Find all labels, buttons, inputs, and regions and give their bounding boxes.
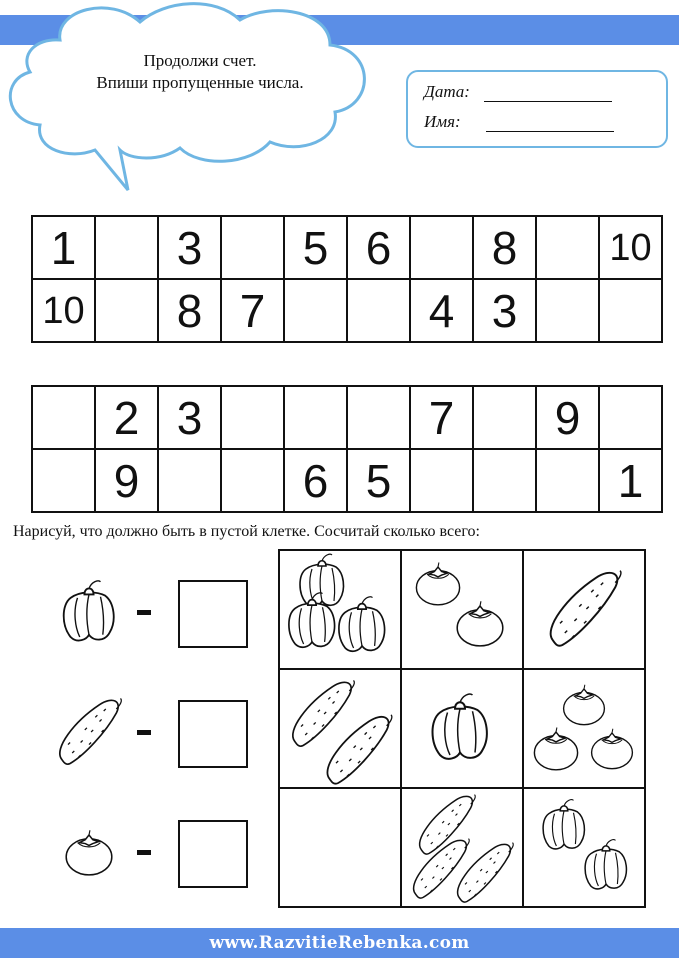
grid1-cell[interactable] xyxy=(536,216,599,279)
grid2-cell[interactable] xyxy=(284,449,347,512)
grid1-cell[interactable] xyxy=(347,216,410,279)
grid1-cell-value: 4 xyxy=(428,284,455,337)
grid1-cell[interactable] xyxy=(221,216,284,279)
date-field[interactable] xyxy=(424,82,612,102)
picture-cell[interactable] xyxy=(523,788,645,907)
picture-cell[interactable] xyxy=(401,788,523,907)
grid2-cell[interactable] xyxy=(221,386,284,449)
grid2-cell[interactable] xyxy=(410,449,473,512)
name-label: Имя: xyxy=(424,112,461,131)
legend-cucumber xyxy=(45,692,255,772)
grid1-cell-value: 10 xyxy=(42,289,85,332)
grid1-cell-value: 3 xyxy=(176,221,203,274)
tomato-group-icon xyxy=(402,551,522,668)
grid1-cell[interactable] xyxy=(32,279,95,342)
dash xyxy=(137,850,151,855)
grid1-cell[interactable] xyxy=(32,216,95,279)
grid2-cell[interactable] xyxy=(473,386,536,449)
grid2-cell[interactable] xyxy=(599,449,662,512)
grid1-cell-value: 6 xyxy=(365,221,392,274)
grid2-cell-value: 9 xyxy=(554,391,581,444)
cucumber-count-box[interactable] xyxy=(178,700,248,768)
picture-cell[interactable] xyxy=(279,669,401,788)
grid2-cell[interactable] xyxy=(410,386,473,449)
pepper-count-box[interactable] xyxy=(178,580,248,648)
grid2-cell-value: 6 xyxy=(302,454,329,507)
grid1-row-descending xyxy=(32,279,662,342)
pepper-group-icon xyxy=(524,789,644,906)
empty-picture-cell[interactable] xyxy=(279,788,401,907)
grid2-cell[interactable] xyxy=(536,449,599,512)
info-box xyxy=(406,70,668,148)
cucumber-group-icon xyxy=(402,789,522,906)
grid2-cell-value: 5 xyxy=(365,454,392,507)
grid2-cell-value: 9 xyxy=(113,454,140,507)
grid1-row-ascending xyxy=(32,216,662,279)
grid1-cell[interactable] xyxy=(410,216,473,279)
footer-url[interactable]: www.RazvitieRebenka.com xyxy=(209,933,470,953)
task-title xyxy=(40,50,360,94)
footer-banner xyxy=(0,928,679,958)
grid2-cell[interactable] xyxy=(95,449,158,512)
grid2-row-descending xyxy=(32,449,662,512)
date-label: Дата: xyxy=(424,82,470,101)
pepper-group-icon xyxy=(402,670,522,787)
picture-cell[interactable] xyxy=(523,550,645,669)
grid1-cell[interactable] xyxy=(221,279,284,342)
grid2-cell[interactable] xyxy=(536,386,599,449)
grid2-cell[interactable] xyxy=(347,449,410,512)
grid2-cell-value: 7 xyxy=(428,391,455,444)
grid2-cell[interactable] xyxy=(347,386,410,449)
grid1-cell[interactable] xyxy=(95,279,158,342)
grid1-cell[interactable] xyxy=(410,279,473,342)
tomato-count-box[interactable] xyxy=(178,820,248,888)
grid1-cell-value: 7 xyxy=(239,284,266,337)
grid2-cell[interactable] xyxy=(599,386,662,449)
grid2-cell[interactable] xyxy=(95,386,158,449)
tomato-group-icon xyxy=(524,670,644,787)
tomato-icon xyxy=(45,812,135,892)
legend-pepper xyxy=(45,572,255,652)
date-line[interactable] xyxy=(484,85,612,102)
grid1-cell[interactable] xyxy=(536,279,599,342)
grid1-cell[interactable] xyxy=(95,216,158,279)
task-title-line2: Впиши пропущенные числа. xyxy=(96,73,304,92)
grid2-cell-value: 2 xyxy=(113,391,140,444)
number-grid-1 xyxy=(31,215,663,343)
pepper-icon xyxy=(45,572,135,652)
dash xyxy=(137,730,151,735)
grid2-row-ascending xyxy=(32,386,662,449)
picture-grid xyxy=(278,549,646,908)
grid2-cell-value: 1 xyxy=(617,454,644,507)
cucumber-icon xyxy=(45,692,135,772)
grid2-cell[interactable] xyxy=(32,386,95,449)
name-line[interactable] xyxy=(486,115,614,132)
drawing-instruction: Нарисуй, что должно быть в пустой клетке. Сосчитай сколько всего: xyxy=(13,523,480,540)
grid1-cell-value: 10 xyxy=(609,226,652,269)
name-field[interactable] xyxy=(424,112,614,132)
grid2-cell[interactable] xyxy=(473,449,536,512)
grid1-cell-value: 1 xyxy=(50,221,77,274)
grid2-cell[interactable] xyxy=(158,386,221,449)
grid1-cell[interactable] xyxy=(284,216,347,279)
number-grid-2 xyxy=(31,385,663,513)
grid1-cell[interactable] xyxy=(473,216,536,279)
dash xyxy=(137,610,151,615)
grid1-cell-value: 8 xyxy=(176,284,203,337)
grid1-cell[interactable] xyxy=(599,216,662,279)
grid1-cell-value: 5 xyxy=(302,221,329,274)
grid1-cell[interactable] xyxy=(473,279,536,342)
grid1-cell[interactable] xyxy=(347,279,410,342)
grid1-cell[interactable] xyxy=(599,279,662,342)
grid2-cell[interactable] xyxy=(158,449,221,512)
speech-cloud xyxy=(0,0,380,200)
picture-cell[interactable] xyxy=(523,669,645,788)
grid1-cell[interactable] xyxy=(284,279,347,342)
grid2-cell[interactable] xyxy=(32,449,95,512)
grid2-cell[interactable] xyxy=(284,386,347,449)
grid1-cell-value: 3 xyxy=(491,284,518,337)
grid1-cell[interactable] xyxy=(158,279,221,342)
picture-cell[interactable] xyxy=(279,550,401,669)
picture-cell[interactable] xyxy=(401,550,523,669)
grid2-cell-value: 3 xyxy=(176,391,203,444)
grid2-cell[interactable] xyxy=(221,449,284,512)
cucumber-group-icon xyxy=(280,670,400,787)
pepper-group-icon xyxy=(280,551,400,668)
task-title-line1: Продолжи счет. xyxy=(143,51,257,70)
legend-tomato xyxy=(45,812,255,892)
cucumber-group-icon xyxy=(524,551,644,668)
grid1-cell[interactable] xyxy=(158,216,221,279)
picture-cell[interactable] xyxy=(401,669,523,788)
grid1-cell-value: 8 xyxy=(491,221,518,274)
